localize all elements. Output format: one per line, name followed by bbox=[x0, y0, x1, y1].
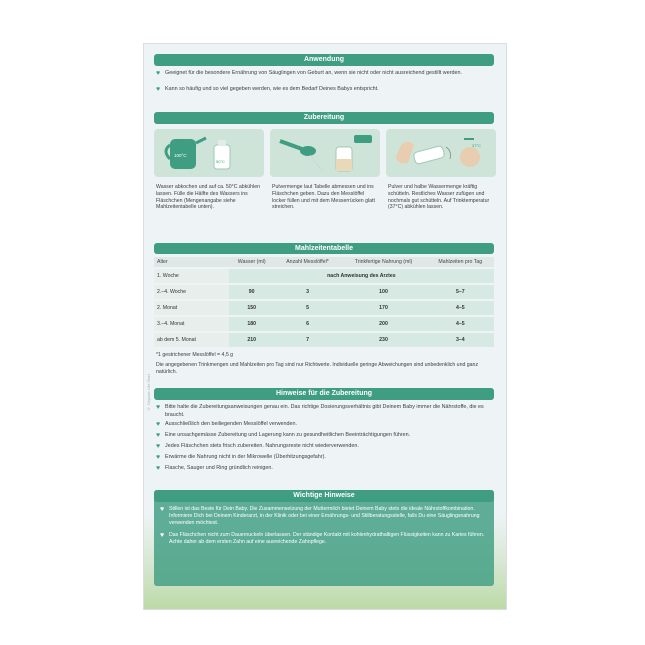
section-title-mahlzeiten: Mahlzeitentabelle bbox=[154, 243, 494, 254]
table-row bbox=[154, 300, 494, 316]
step-3-text: Pulver und halbe Wassermenge kräftig schütteln. Restliches Wasser zufügen und nochmals gut schütteln. Auf Trinktemperatur (37°C) abkühlen lassen. bbox=[388, 184, 490, 211]
step-1-text: Wasser abkochen und auf ca. 50°C abkühlen lassen. Fülle die Hälfte des Wassers ins Fläschchen (Mengenangabe siehe Mahlzeitentabelle unten). bbox=[156, 184, 260, 211]
heart-icon: ♥ bbox=[156, 454, 161, 461]
cell: 5–7 bbox=[427, 284, 494, 300]
list-item: ♥ Stillen ist das Beste für Dein Baby. Die Zusammensetzung der Muttermilch bietet Deinem Baby stets die ideale Nährstoffkombination. Informiere Dich bei Deinem Kinderarzt, in der Klinik oder bei einer Ernährungs- und Stillberatungsstelle, falls Du eine Säuglingsnahrung verwenden möchtest. bbox=[160, 506, 480, 526]
kettle-icon bbox=[154, 129, 264, 177]
table-row bbox=[154, 268, 494, 284]
list-item: ♥ Erwärme die Nahrung nicht in der Mikrowelle (Überhitzungsgefahr). bbox=[156, 454, 326, 461]
cell: 180 bbox=[229, 316, 275, 332]
col-header: Alter bbox=[154, 257, 229, 268]
table-note: Die angegebenen Trinkmengen und Mahlzeiten pro Tag sind nur Richtwerte. Individuelle geringe Abweichungen sind unbedenklich und ganz natürlich. bbox=[156, 362, 479, 375]
cell: 4–5 bbox=[427, 300, 494, 316]
heart-icon: ♥ bbox=[160, 532, 165, 539]
section-title-wichtige: Wichtige Hinweise bbox=[154, 490, 494, 502]
section-title-hinweise: Hinweise für die Zubereitung bbox=[154, 388, 494, 400]
shake-temp: 37°C bbox=[472, 143, 481, 148]
col-header: Anzahl Messlöffel* bbox=[275, 257, 341, 268]
list-item: ♥ Eine unsachgemässe Zubereitung und Lagerung kann zu gesundheitlichen Beeinträchtigungen führen. bbox=[156, 432, 411, 439]
copyright-note: © Organic Life Start bbox=[146, 374, 151, 412]
col-header: Wasser (ml) bbox=[229, 257, 275, 268]
col-header: Trinkfertige Nahrung (ml) bbox=[340, 257, 426, 268]
col-header: Mahlzeiten pro Tag bbox=[427, 257, 494, 268]
cell: 230 bbox=[340, 332, 426, 347]
step-1-illustration bbox=[154, 129, 264, 177]
table-row bbox=[154, 332, 494, 347]
cell: 6 bbox=[275, 316, 341, 332]
cell: 3–4 bbox=[427, 332, 494, 347]
cell: 170 bbox=[340, 300, 426, 316]
cell: 90 bbox=[229, 284, 275, 300]
heart-icon: ♥ bbox=[156, 86, 161, 93]
cell: 4–5 bbox=[427, 316, 494, 332]
kettle-temp: 100°C bbox=[174, 153, 187, 158]
list-item: ♥ Kann so häufig und so viel gegeben werden, wie es dem Bedarf Deines Babys entspricht. bbox=[156, 86, 379, 93]
list-item: ♥ Flasche, Sauger und Ring gründlich reinigen. bbox=[156, 465, 273, 472]
list-item: ♥ Bitte halte die Zubereitungsanweisungen genau ein. Das richtige Dosierungsverhältnis gibt Deinem Baby immer die Nährstoffe, die es braucht. bbox=[156, 404, 484, 418]
step-2-illustration bbox=[270, 129, 380, 177]
cell: 3 bbox=[275, 284, 341, 300]
instruction-panel bbox=[143, 43, 507, 610]
cell-doctor-note: nach Anweisung des Arztes bbox=[229, 268, 494, 284]
table-header-row bbox=[154, 257, 494, 268]
cell-age: ab dem 5. Monat bbox=[154, 332, 229, 347]
list-item: ♥ Geeignet für die besondere Ernährung von Säuglingen von Geburt an, wenn sie nicht oder nicht ausreichend gestillt werden. bbox=[156, 70, 462, 77]
cell: 7 bbox=[275, 332, 341, 347]
shake-bottle-icon bbox=[386, 129, 496, 177]
heart-icon: ♥ bbox=[156, 421, 161, 428]
heart-icon: ♥ bbox=[156, 404, 161, 411]
heart-icon: ♥ bbox=[156, 465, 161, 472]
meal-table bbox=[154, 257, 494, 347]
cell: 5 bbox=[275, 300, 341, 316]
heart-icon: ♥ bbox=[160, 506, 165, 513]
cell: 150 bbox=[229, 300, 275, 316]
table-footnote: *1 gestrichener Messlöffel = 4,5 g bbox=[156, 352, 234, 358]
heart-icon: ♥ bbox=[156, 432, 161, 439]
list-item: ♥ Das Fläschchen nicht zum Dauernuckeln überlassen. Der ständige Kontakt mit kohlenhydrathaltigen Flüssigkeiten kann zu Karies führen. Achte daher ab dem ersten Zahn auf eine ausreichende Zahnpflege. bbox=[160, 532, 485, 545]
step-3-illustration bbox=[386, 129, 496, 177]
cell-age: 1. Woche bbox=[154, 268, 229, 284]
list-item: ♥ Ausschließlich den beiliegenden Messlöffel verwenden. bbox=[156, 421, 298, 428]
cell-age: 2.–4. Woche bbox=[154, 284, 229, 300]
section-title-anwendung: Anwendung bbox=[154, 54, 494, 66]
important-notes-box bbox=[154, 490, 494, 586]
table-row bbox=[154, 316, 494, 332]
cell-age: 2. Monat bbox=[154, 300, 229, 316]
bottle-temp: 50°C bbox=[216, 159, 225, 164]
scoop-icon bbox=[270, 129, 380, 177]
table-row bbox=[154, 284, 494, 300]
cell-age: 3.–4. Monat bbox=[154, 316, 229, 332]
heart-icon: ♥ bbox=[156, 70, 161, 77]
heart-icon: ♥ bbox=[156, 443, 161, 450]
section-title-zubereitung: Zubereitung bbox=[154, 112, 494, 124]
list-item: ♥ Jedes Fläschchen stets frisch zubereiten. Nahrungsreste nicht wiederverwenden. bbox=[156, 443, 359, 450]
step-2-text: Pulvermenge laut Tabelle abmessen und ins Fläschchen geben. Dazu den Messlöffel locker füllen und mit dem Messerrücken glatt streichen. bbox=[272, 184, 375, 211]
cell: 100 bbox=[340, 284, 426, 300]
cell: 200 bbox=[340, 316, 426, 332]
cell: 210 bbox=[229, 332, 275, 347]
